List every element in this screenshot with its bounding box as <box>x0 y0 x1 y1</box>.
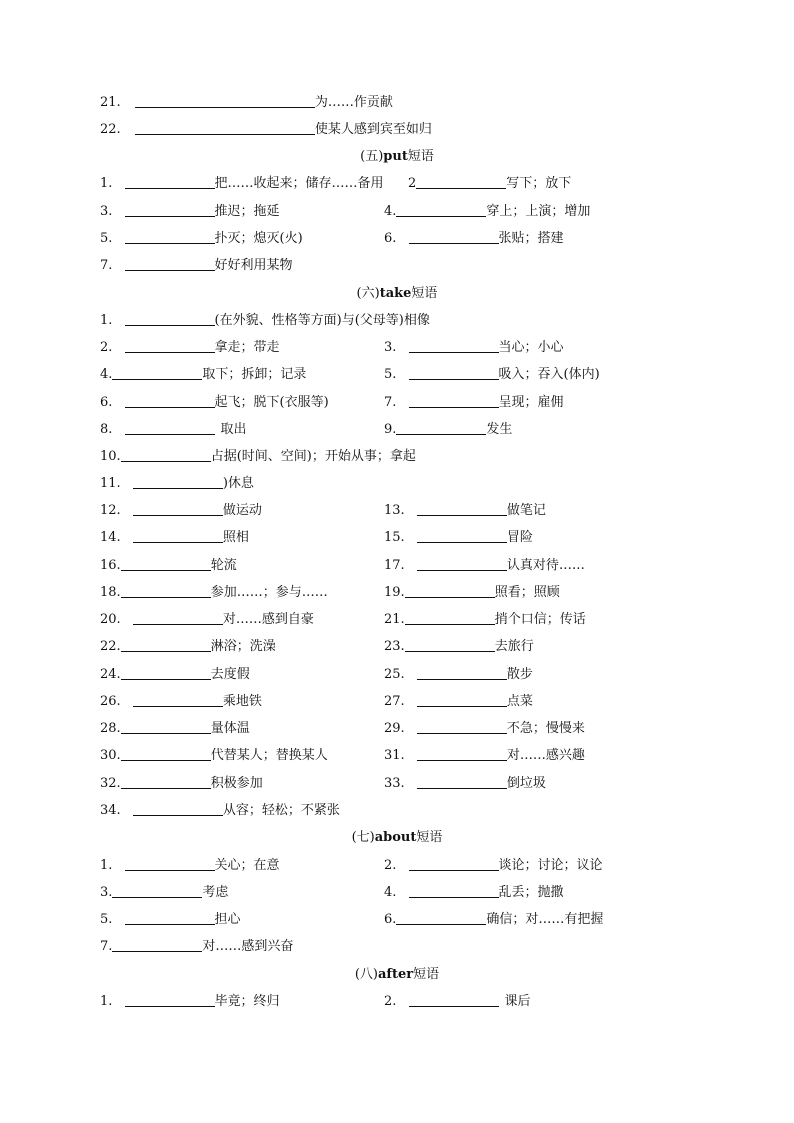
item-meaning: 乱丢；抛撒 <box>498 885 564 900</box>
phrase-item <box>384 556 585 576</box>
answer-blank[interactable] <box>417 501 507 516</box>
item-number: 2. <box>384 858 397 873</box>
answer-blank[interactable] <box>125 229 215 244</box>
item-meaning: 扑灭；熄灭(火) <box>214 231 303 246</box>
item-number: 25. <box>384 667 405 682</box>
phrase-item <box>384 229 564 249</box>
item-meaning: 发生 <box>486 422 513 437</box>
item-meaning: 淋浴；洗澡 <box>210 639 276 654</box>
item-number: 3. <box>100 885 113 900</box>
phrase-item <box>100 528 249 548</box>
item-meaning: 散步 <box>506 667 533 682</box>
item-meaning: 占据(时间、空间)；开始从事；拿起 <box>210 449 416 464</box>
phrase-item <box>100 665 250 685</box>
item-number: 9. <box>384 422 397 437</box>
answer-blank[interactable] <box>396 910 486 925</box>
answer-blank[interactable] <box>121 774 211 789</box>
item-meaning: 穿上；上演；增加 <box>486 204 591 219</box>
item-meaning: )休息 <box>222 476 254 491</box>
item-meaning: 点菜 <box>506 694 533 709</box>
answer-blank[interactable] <box>121 447 211 462</box>
item-number: 7. <box>384 395 397 410</box>
item-number: 24. <box>100 667 121 682</box>
answer-blank[interactable] <box>405 637 495 652</box>
item-number: 19. <box>384 585 405 600</box>
phrase-item <box>100 992 280 1012</box>
phrase-item <box>100 256 293 276</box>
answer-blank[interactable] <box>125 311 215 326</box>
item-number: 4. <box>384 204 397 219</box>
answer-blank[interactable] <box>396 420 486 435</box>
item-number: 8. <box>100 422 113 437</box>
answer-blank[interactable] <box>125 420 215 435</box>
phrase-item <box>384 338 564 358</box>
item-number: 30. <box>100 748 121 763</box>
item-meaning: 关心；在意 <box>214 858 280 873</box>
answer-blank[interactable] <box>133 474 223 489</box>
phrase-item <box>100 338 280 358</box>
section-heading-about: (七)about短语 <box>351 830 443 845</box>
phrase-item <box>384 501 546 521</box>
phrase-item <box>100 501 262 521</box>
answer-blank[interactable] <box>125 393 215 408</box>
answer-blank[interactable] <box>125 910 215 925</box>
item-number: 2. <box>384 994 397 1009</box>
answer-blank[interactable] <box>417 556 507 571</box>
item-number: 6. <box>384 912 397 927</box>
item-meaning: 不急；慢慢来 <box>506 721 585 736</box>
item-meaning: 确信；对……有把握 <box>486 912 604 927</box>
answer-blank[interactable] <box>396 202 486 217</box>
item-number: 3. <box>384 340 397 355</box>
item-meaning: 乘地铁 <box>222 694 262 709</box>
item-meaning: 从容；轻松；不紧张 <box>222 803 340 818</box>
item-number: 2 <box>408 176 417 191</box>
item-meaning: 对……感到兴奋 <box>202 939 294 954</box>
phrase-item <box>100 120 432 140</box>
phrase-item <box>384 202 590 222</box>
item-number: 4. <box>384 885 397 900</box>
item-meaning: 考虑 <box>202 885 229 900</box>
answer-blank[interactable] <box>133 528 223 543</box>
answer-blank[interactable] <box>133 692 223 707</box>
item-number: 20. <box>100 612 121 627</box>
answer-blank[interactable] <box>417 665 507 680</box>
phrase-item <box>384 665 533 685</box>
item-meaning: 毕竟；终归 <box>214 994 280 1009</box>
answer-blank[interactable] <box>121 719 211 734</box>
section-heading-take: (六)take短语 <box>356 286 438 301</box>
item-number: 22. <box>100 639 121 654</box>
answer-blank[interactable] <box>417 528 507 543</box>
item-number: 26. <box>100 694 121 709</box>
answer-blank[interactable] <box>405 610 495 625</box>
answer-blank[interactable] <box>125 338 215 353</box>
phrase-item <box>100 202 280 222</box>
answer-blank[interactable] <box>133 610 223 625</box>
phrase-item <box>100 746 328 766</box>
item-number: 17. <box>384 558 405 573</box>
item-number: 5. <box>384 367 397 382</box>
item-number: 5. <box>100 231 113 246</box>
item-number: 5. <box>100 912 113 927</box>
phrase-item <box>384 719 585 739</box>
item-meaning: (在外貌、性格等方面)与(父母等)相像 <box>214 313 430 328</box>
answer-blank[interactable] <box>125 202 215 217</box>
phrase-item <box>100 447 416 467</box>
answer-blank[interactable] <box>133 801 223 816</box>
phrase-item <box>100 556 237 576</box>
item-number: 12. <box>100 503 121 518</box>
answer-blank[interactable] <box>417 774 507 789</box>
phrase-item <box>100 774 263 794</box>
item-number: 14. <box>100 530 121 545</box>
phrase-item <box>100 910 241 930</box>
item-number: 34. <box>100 803 121 818</box>
item-number: 18. <box>100 585 121 600</box>
answer-blank[interactable] <box>125 174 215 189</box>
answer-blank[interactable] <box>417 719 507 734</box>
item-meaning: 当心；小心 <box>498 340 564 355</box>
item-meaning: 呈现；雇佣 <box>498 395 564 410</box>
item-number: 11. <box>100 476 121 491</box>
phrase-item <box>384 610 586 630</box>
item-meaning: 对……感兴趣 <box>506 748 585 763</box>
item-number: 33. <box>384 776 405 791</box>
phrase-item <box>100 393 329 413</box>
answer-blank[interactable] <box>417 746 507 761</box>
item-number: 1. <box>100 994 113 1009</box>
answer-blank[interactable] <box>125 992 215 1007</box>
item-meaning: 为……作贡献 <box>314 95 393 110</box>
item-number: 31. <box>384 748 405 763</box>
phrase-item <box>100 583 328 603</box>
answer-blank[interactable] <box>417 692 507 707</box>
item-meaning: 把……收起来；储存……备用 <box>214 176 384 191</box>
answer-blank[interactable] <box>135 120 315 135</box>
phrase-item <box>100 937 293 957</box>
item-meaning: 好好利用某物 <box>214 258 293 273</box>
item-meaning: 对……感到自豪 <box>222 612 314 627</box>
phrase-item <box>100 365 306 385</box>
phrase-item <box>100 637 276 657</box>
item-number: 1. <box>100 858 113 873</box>
answer-blank[interactable] <box>112 365 202 380</box>
phrase-item <box>100 801 340 821</box>
item-meaning: 取出 <box>220 422 247 437</box>
answer-blank[interactable] <box>125 256 215 271</box>
answer-blank[interactable] <box>121 746 211 761</box>
item-number: 21. <box>384 612 405 627</box>
item-meaning: 代替某人；替换某人 <box>210 748 328 763</box>
item-meaning: 照看；照顾 <box>494 585 560 600</box>
item-meaning: 去旅行 <box>494 639 534 654</box>
item-number: 32. <box>100 776 121 791</box>
item-number: 2. <box>100 340 113 355</box>
item-meaning: 认真对待…… <box>506 558 585 573</box>
phrase-item <box>384 746 585 766</box>
phrase-item <box>384 637 534 657</box>
item-number: 10. <box>100 449 121 464</box>
answer-blank[interactable] <box>121 665 211 680</box>
answer-blank[interactable] <box>112 937 202 952</box>
answer-blank[interactable] <box>121 583 211 598</box>
item-meaning: 积极参加 <box>210 776 263 791</box>
item-number: 15. <box>384 530 405 545</box>
answer-blank[interactable] <box>409 883 499 898</box>
item-meaning: 照相 <box>222 530 249 545</box>
phrase-item <box>384 856 603 876</box>
phrase-item <box>100 692 262 712</box>
answer-blank[interactable] <box>121 637 211 652</box>
phrase-item <box>100 174 384 194</box>
phrase-item <box>100 610 314 630</box>
phrase-item <box>384 692 533 712</box>
phrase-item <box>100 311 430 331</box>
phrase-item <box>384 365 600 385</box>
item-number: 16. <box>100 558 121 573</box>
item-meaning: 张贴；搭建 <box>498 231 564 246</box>
item-number: 6. <box>100 395 113 410</box>
item-number: 4. <box>100 367 113 382</box>
phrase-item <box>384 883 564 903</box>
answer-blank[interactable] <box>409 365 499 380</box>
phrase-item <box>100 719 250 739</box>
item-meaning: 量体温 <box>210 721 250 736</box>
item-meaning: 使某人感到宾至如归 <box>314 122 432 137</box>
answer-blank[interactable] <box>112 883 202 898</box>
item-number: 21. <box>100 95 121 110</box>
item-number: 13. <box>384 503 405 518</box>
phrase-item <box>100 883 228 903</box>
answer-blank[interactable] <box>409 338 499 353</box>
section-heading-after: (八)after短语 <box>354 967 440 982</box>
phrase-item <box>100 229 303 249</box>
item-number: 23. <box>384 639 405 654</box>
item-meaning: 捎个口信；传话 <box>494 612 586 627</box>
item-number: 7. <box>100 939 113 954</box>
phrase-item <box>384 774 546 794</box>
answer-blank[interactable] <box>133 501 223 516</box>
answer-blank[interactable] <box>125 856 215 871</box>
answer-blank[interactable] <box>409 856 499 871</box>
item-meaning: 做笔记 <box>506 503 546 518</box>
phrase-item <box>100 856 280 876</box>
item-meaning: 参加……；参与…… <box>210 585 328 600</box>
item-number: 28. <box>100 721 121 736</box>
phrase-item <box>100 420 247 440</box>
item-number: 27. <box>384 694 405 709</box>
answer-blank[interactable] <box>409 229 499 244</box>
phrase-item <box>100 93 393 113</box>
answer-blank[interactable] <box>405 583 495 598</box>
item-number: 7. <box>100 258 113 273</box>
answer-blank[interactable] <box>409 992 499 1007</box>
item-number: 1. <box>100 176 113 191</box>
item-meaning: 拿走；带走 <box>214 340 280 355</box>
item-meaning: 担心 <box>214 912 241 927</box>
item-meaning: 轮流 <box>210 558 237 573</box>
answer-blank[interactable] <box>416 174 506 189</box>
item-meaning: 起飞；脱下(衣服等) <box>214 395 329 410</box>
item-meaning: 取下；拆卸；记录 <box>202 367 307 382</box>
item-meaning: 冒险 <box>506 530 533 545</box>
item-number: 6. <box>384 231 397 246</box>
phrase-item <box>100 474 254 494</box>
item-number: 3. <box>100 204 113 219</box>
item-meaning: 做运动 <box>222 503 262 518</box>
section-heading-put: (五)put短语 <box>360 149 434 164</box>
phrase-item <box>384 420 512 440</box>
item-number: 22. <box>100 122 121 137</box>
answer-blank[interactable] <box>121 556 211 571</box>
item-meaning: 吸入；吞入(体内) <box>498 367 600 382</box>
item-meaning: 谈论；讨论；议论 <box>498 858 603 873</box>
item-number: 1. <box>100 313 113 328</box>
phrase-item <box>384 583 560 603</box>
answer-blank[interactable] <box>135 93 315 108</box>
phrase-item <box>408 174 571 194</box>
phrase-item <box>384 992 531 1012</box>
phrase-item <box>384 528 533 548</box>
item-meaning: 课后 <box>504 994 531 1009</box>
item-meaning: 写下；放下 <box>506 176 572 191</box>
item-number: 29. <box>384 721 405 736</box>
item-meaning: 推迟；拖延 <box>214 204 280 219</box>
phrase-item <box>384 910 603 930</box>
item-meaning: 去度假 <box>210 667 250 682</box>
answer-blank[interactable] <box>409 393 499 408</box>
phrase-item <box>384 393 564 413</box>
item-meaning: 倒垃圾 <box>506 776 546 791</box>
